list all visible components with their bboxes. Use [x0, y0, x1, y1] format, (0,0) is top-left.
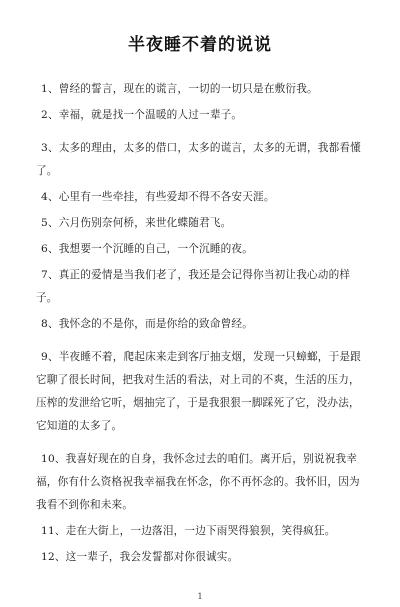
list-item: 1、曾经的誓言，现在的谎言，一切的一切只是在敷衍我。 [41, 83, 318, 95]
page-number: 1 [197, 592, 203, 601]
list-item: 6、我想要一个沉睡的自己，一个沉睡的夜。 [41, 243, 254, 255]
list-item: 7、真正的爱情是当我们老了，我还是会记得你当初让我心动的样子。 [36, 269, 351, 304]
page-title: 半夜睡不着的说说 [128, 35, 272, 55]
list-item: 5、六月伤别奈何桥，来世化蝶随君飞。 [41, 217, 232, 229]
quote-list [36, 78, 366, 569]
list-item: 12、这一辈子，我会发誓都对你很诚实。 [41, 551, 239, 563]
list-item: 4、心里有一些牵挂，有些爱却不得不各安天涯。 [41, 191, 275, 203]
list-item: 3、太多的理由，太多的借口，太多的谎言，太多的无谓，我都看懂了。 [36, 142, 361, 177]
list-item: 2、幸福，就是找一个温暖的人过一辈子。 [41, 109, 243, 121]
list-item: 9、半夜睡不着，爬起床来走到客厅抽支烟，发现一只蟑螂，于是跟它聊了很长时间，把我对生活的看法，对上司的不爽，生活的压力，压榨的发泄给它听，烟抽完了，于是我狠狠一脚踩死了它，没办法，它知道的太多了。 [36, 351, 361, 432]
list-item: 8、我怀念的不是你，而是你给的致命曾经。 [41, 318, 254, 330]
list-item: 10、我喜好现在的自身，我怀念过去的咱们。离开后，别说祝我幸福，你有什么资格祝我幸福我在怀念，你不再怀念的。我怀旧，因为我看不到你和未来。 [36, 453, 360, 511]
list-item: 11、走在大街上，一边落泪，一边下雨哭得狼狈，笑得疯狂。 [41, 525, 336, 537]
